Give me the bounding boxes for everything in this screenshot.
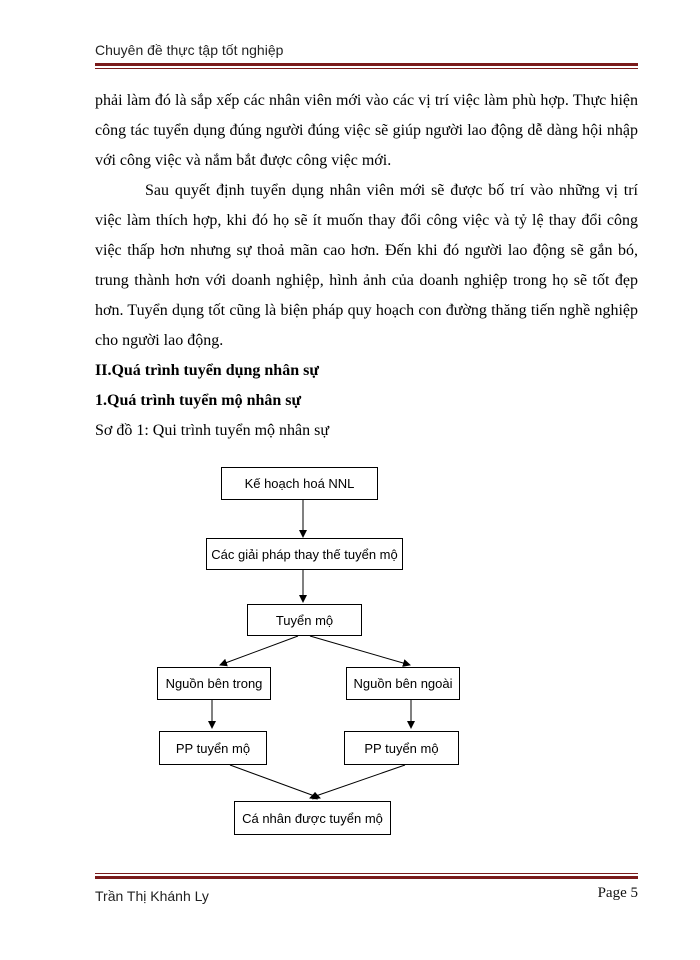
box-workforce-planning: Kế hoạch hoá NNL <box>221 467 378 500</box>
footer-rule-thin <box>95 873 638 874</box>
header-rule <box>95 63 638 66</box>
box-internal-sources: Nguồn bên trong <box>157 667 271 700</box>
diagram-caption: Sơ đồ 1: Qui trình tuyển mộ nhân sự <box>95 422 330 439</box>
subsection-heading: 1.Quá trình tuyển mộ nhân sự <box>95 392 302 409</box>
footer-rule <box>95 876 638 879</box>
box-external-sources: Nguồn bên ngoài <box>346 667 460 700</box>
box-recruitment-method-right: PP tuyển mộ <box>344 731 459 765</box>
paragraph-1: phải làm đó là sắp xếp các nhân viên mới vào các vị trí việc làm phù hợp. Thực hiện công tác tuyển dụng đúng người đúng việc sẽ giúp người lao động dễ dàng hội nhập với công việc và nắm bắt được công việc mới. <box>95 92 638 169</box>
section-heading: II.Quá trình tuyển dụng nhân sự <box>95 362 319 379</box>
page-number: Page 5 <box>597 885 638 901</box>
box-recruitment: Tuyển mộ <box>247 604 362 636</box>
body-text <box>95 86 638 446</box>
header-rule-thin <box>95 68 638 69</box>
flowchart-arrows <box>150 460 470 840</box>
box-recruitment-alternatives: Các giải pháp thay thế tuyển mộ <box>206 538 403 570</box>
header-title: Chuyên đề thực tập tốt nghiệp <box>95 42 284 58</box>
paragraph-2: Sau quyết định tuyển dụng nhân viên mới sẽ được bố trí vào những vị trí việc làm thích hợp, khi đó họ sẽ ít muốn thay đổi công việc và tỷ lệ thay đổi công việc thấp hơn nhưng sự thoả mãn cao hơn. Đến khi đó người lao động sẽ gắn bó, trung thành hơn với doanh nghiệp, hình ảnh của doanh nghiệp trong họ sẽ tốt đẹp hơn. Tuyển dụng tốt cũng là biện pháp quy hoạch con đường thăng tiến nghề nghiệp cho người lao động. <box>95 182 638 349</box>
box-recruited-individuals: Cá nhân được tuyển mộ <box>234 801 391 835</box>
arrow-recruit-to-internal <box>220 636 298 665</box>
arrow-method-left-to-result <box>230 765 320 798</box>
footer-author: Trần Thị Khánh Ly <box>95 888 209 904</box>
arrow-recruit-to-external <box>310 636 410 665</box>
arrow-method-right-to-result <box>310 765 405 798</box>
box-recruitment-method-left: PP tuyển mộ <box>159 731 267 765</box>
